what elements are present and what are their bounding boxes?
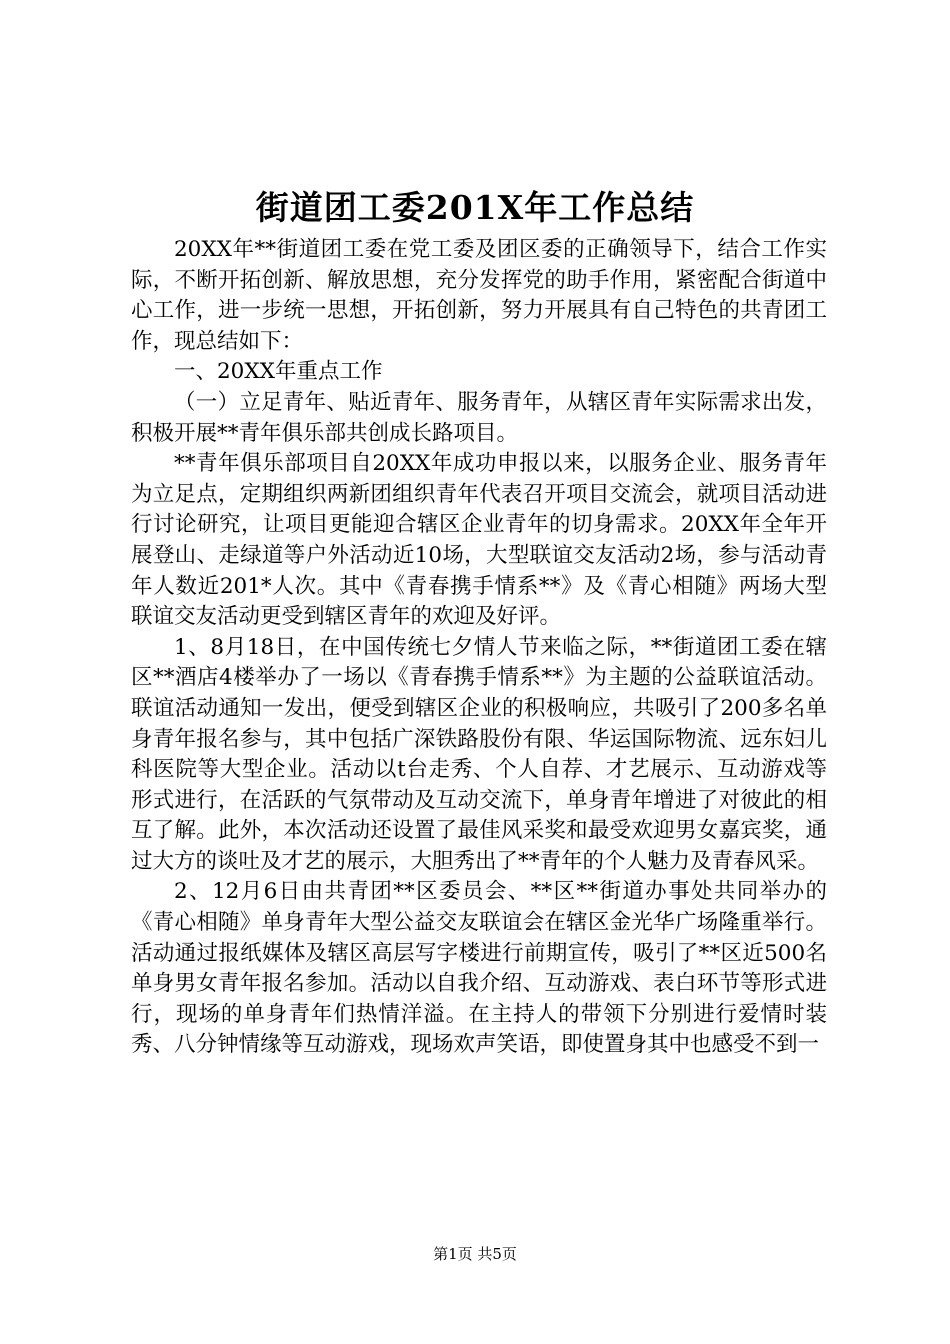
body-paragraph: 1、8月18日，在中国传统七夕情人节来临之际，**街道团工委在辖区**酒店4楼举办了一场以《青春携手情系**》为主题的公益联谊活动。联谊活动通知一发出，便受到辖区企业的积极响应，共吸引了200多名单身青年报名参与，其中包括广深铁路股份有限、华运国际物流、远东妇儿科医院等大型企业。活动以t台走秀、个人自荐、才艺展示、互动游戏等形式进行，在活跃的气氛带动及互动交流下，单身青年增进了对彼此的相互了解。此外，本次活动还设置了最佳风采奖和最受欢迎男女嘉宾奖，通过大方的谈吐及才艺的展示，大胆秀出了**青年的个人魅力及青春风采。 xyxy=(131,634,827,874)
body-paragraph: 2、12月6日由共青团**区委员会、**区**街道办事处共同举办的《青心相随》单身青年大型公益交友联谊会在辖区金光华广场隆重举行。活动通过报纸媒体及辖区高层写字楼进行前期宣传，吸引了**区近500名单身男女青年报名参加。活动以自我介绍、互动游戏、表白环节等形式进行，现场的单身青年们热情洋溢。在主持人的带领下分别进行爱情时装秀、八分钟情缘等互动游戏，现场欢声笑语，即使置身其中也感受不到一 xyxy=(131,879,827,1058)
subsection-heading: （一）立足青年、贴近青年、服务青年，从辖区青年实际需求出发，积极开展**青年俱乐部共创成长路项目。 xyxy=(131,389,827,446)
section-heading: 一、20XX年重点工作 xyxy=(174,359,383,385)
intro-paragraph: 20XX年**街道团工委在党工委及团区委的正确领导下，结合工作实际，不断开拓创新、解放思想，充分发挥党的助手作用，紧密配合街道中心工作，进一步统一思想，开拓创新，努力开展具有自己特色的共青团工作，现总结如下： xyxy=(131,237,827,354)
document-title: 街道团工委201X年工作总结 xyxy=(255,188,695,227)
body-paragraph: **青年俱乐部项目自20XX年成功申报以来，以服务企业、服务青年为立足点，定期组织两新团组织青年代表召开项目交流会，就项目活动进行讨论研究，让项目更能迎合辖区企业青年的切身需求。20XX年全年开展登山、走绿道等户外活动近10场，大型联谊交友活动2场，参与活动青年人数近201*人次。其中《青春携手情系**》及《青心相随》两场大型联谊交友活动更受到辖区青年的欢迎及好评。 xyxy=(131,451,827,630)
page-footer: 第1页 共5页 xyxy=(433,1245,517,1263)
document-body xyxy=(131,235,827,1061)
